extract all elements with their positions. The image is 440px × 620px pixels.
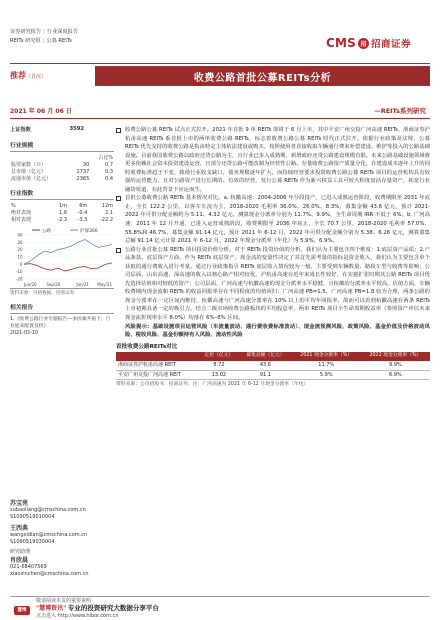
table-cell: 91.1 [239,370,291,380]
date-divider [10,118,430,119]
rating-note: （首次） [26,74,47,80]
assistant-email[interactable]: xiaoxinchen@cmschina.com.cn [10,571,89,577]
table-cell: 12m [101,202,113,209]
table-row [10,175,114,182]
table-cell: -22.2 [100,216,113,223]
table-cell: -0.4 [77,209,88,216]
perf-table [10,202,114,223]
paragraph [116,194,430,245]
chart-source: 资料来源：贝格数据、招商证券 [10,288,114,296]
header-divider [10,63,430,64]
risk-label: 风险提示： [125,323,153,330]
footer-site-label: 点击进入 [36,613,57,619]
paragraph-text: 收费公路公募 REITs 试点正式拉开。2021 年首批 9 单 REITs 即将于 6 月上市，其中平安广州交投广河高速 REITs、浙商证券沪杭甬高速 REITs 系首批上市的两单收费公路 REITs，标志着收费公路公募 REITs 时代正式拉开。依据行业政策及法规，公募 REITs 优先支持的收费公路是指由特定主体依法建设或购买，按照使用者直接收取车辆通行费来补偿建设、维护等投入的公路基础设施。目前我国收费公路以政府还贷公路为主，且行业已步入成熟期，新增政府还贷公路建设规模有限。未来公路基础设施领域将更多依赖社会资本投资建设运营，且部分还贷公路可能改制为经营性公路。存量收费公路资产质量分化，在建设成本逐年上升的同时收费标准趋于不变，致使行业收支缺口，债务规模逐年扩大，而持续经营要求投资收费公路公募 REITs 项目的运营机构具有较强的运营能力、且对公路资产进行长期的、有效的经营，发行公募 REITs 作为新兴权益工具可较大程度盘活存量资产，拓宽行业融资渠道，在此背景下应运而生。 [125,127,430,193]
table-cell: 1.6 [59,209,68,216]
index-chart-svg [10,226,114,288]
table-row [10,202,114,209]
table-row [116,370,430,380]
series-line [24,239,112,264]
table-cell: 9.9% [361,361,430,370]
title-band [95,66,430,86]
table-cell: 1m [59,202,68,209]
paragraph [116,246,430,323]
table-cell: -3.3 [77,216,88,223]
sector-name: 公募 REITs [46,38,72,44]
table-row [10,209,114,216]
footer [36,598,159,620]
report-date: 2021 年 06 月 06 日 [10,108,72,115]
y-tick-label: 30 [17,239,23,245]
assistant-name: 肖欣晨 [10,557,29,564]
footer-divider [10,596,430,597]
related-report-date: 2021-03-10 [10,331,38,337]
table-cell: 相对表现 [11,217,32,223]
table-cell: 6m [79,202,88,209]
author-id: S1090519010004 [10,514,55,520]
report-type: 证券研究报告 [10,29,42,35]
table-cell: 30 [82,161,90,168]
footer-brand: "慧博资讯" [36,605,67,612]
checkbox-bullet-icon [116,196,121,201]
table-row [10,216,114,223]
table-cell: -2.3 [57,216,68,223]
scale-title: 行业规模 [10,134,114,152]
table-cell: 8.72 [199,361,240,370]
table-title: 首批收费公路REITs对比 [116,343,178,350]
y-tick-label: 0 [19,261,23,267]
index-row [10,124,114,134]
logo-seal-icon: 招 [358,38,369,49]
checkbox-bullet-icon [116,128,121,133]
y-tick-label: 20 [17,247,23,253]
table-cell: 0.4 [105,175,113,182]
table-cell: 5.9% [292,370,361,380]
paragraph [116,126,430,194]
table-cell: % [11,202,16,209]
series-line [24,263,112,271]
table-header: 2021 现金分派率（%） [292,352,361,361]
report-category: 证券研究报告 | 行业深度报告 REITs 研究组 | 公募 REITs [10,29,79,44]
footer-site-link[interactable]: http://www.hibor.com.cn [57,613,119,619]
risk-paragraph [116,323,430,340]
author-email[interactable]: wangxidian@cmschina.com.cn [10,532,88,538]
scale-table [10,154,114,182]
table-cell: 平安广州交投广河高速 REIT [116,370,199,380]
x-tick-label: Sep/20 [46,282,61,287]
table-cell: 股票家数（只） [11,162,47,168]
rating [10,70,46,81]
perf-title: 行业指数 [10,182,114,200]
y-tick-label: -10 [15,269,23,275]
author-name: 王西典 [10,525,29,532]
rating-value: 推荐 [10,71,26,80]
research-group: REITs 研究组 [10,38,41,44]
table-cell: 绝对表现 [11,210,32,216]
table-cell: 0.7 [105,161,113,168]
table-header [116,352,199,361]
author-name: 苏宝亮 [10,500,29,507]
table-cell: 总市值（亿元） [11,169,47,175]
sidebar [10,124,114,338]
table-header: 2022 现金分派率（%） [361,352,430,361]
table-cell: 0.3 [105,168,113,175]
legend-label: 公路 [42,229,51,234]
footer-slogan: 专业的投资研究大数据分享平台 [67,604,159,612]
x-tick-label: Jan/21 [76,282,89,287]
report-body [116,126,430,390]
comparison-table [116,352,430,380]
paragraph-text: 首批公募收费公路 REITs 基本情况对比。a. 杭徽高速：2004-2006 年分段投产，已进入成熟运营阶段，收费期限至 2031 年底止，全长 122.2 公里，以客车车流为主，2018-2020 毛利率 36.0%、26.0%、8.3%，募集金额 43.6 亿元，预计 2021-2022 年可供分配金额约为 5.11、4.32 亿元，测算现金分派率分别为 11.7%、9.9%，全生命周期 IRR 不低于 6%。b. 广河高速：2011 年 12 月开通，已进入运营成熟阶段，收费期限至 2036 年底止，全长 70.7 公里，2018-2020 毛利率 57.0%、55.8%和 46.7%，募集金额 91.14 亿元，预计 2021 年 6-12 月、2022 年可供分配金额分别为 5.38、6.26 亿元，测算募集总额 91.14 亿元计算 2021 年 6-12 月、2022 年现金分派率（年化）为 5.9%、6.9%。 [125,195,430,245]
y-tick-label: 10 [17,254,23,260]
index-name: 上证指数 [10,126,31,133]
scale-header: 占比% [98,155,113,161]
report-series: —REITs系列研究 [374,107,426,115]
author-email[interactable]: subaoliang@cmschina.com.cn [10,507,86,513]
author-id: S1090519030004 [10,539,55,545]
assistant-role: 研究助理 [10,549,31,555]
related-title: 相关报告 [10,296,114,314]
cms-logo [326,36,411,50]
table-row [10,161,114,168]
table-cell: 流通市值（亿元） [11,176,52,182]
logo-cn: 招商证券 [371,39,412,50]
footer-note: 敬请阅读末页的重要说明 [36,598,92,604]
y-tick-label: -20 [15,276,23,282]
table-header-row [116,352,430,361]
checkbox-bullet-icon [116,248,121,253]
legend-label: 沪深300 [80,229,98,234]
table-source: 资料来源：公司招股书、招商证券。注：广河高速为 2021 年 6-12 月现金分派率（年化） [116,382,309,388]
table-cell: 11.7% [292,361,361,370]
report-title: 收费公路首批公募REITs分析 [193,72,332,84]
risk-text: 基础设施项目运营风险（车流量波动、通行费收费标准波动）、现金流预测风险、政策风险、基金价值及价格波动风险、税收风险、基金份额持有人风险、流动性风险 [125,323,430,339]
related-reports [10,316,114,338]
table-cell: 2365 [76,175,90,182]
table-cell: 2.1 [105,209,113,216]
table-cell: 43.6 [239,361,291,370]
table-row [10,168,114,175]
table-row [10,154,114,161]
table-row [116,361,430,370]
x-tick-label: May/21 [97,282,112,287]
paragraph-text: 公路行业首批公募 REITs 项目投资价值分析。对于 REITs 投资价值的分析，我们认为主要包含四个维度：1.底层资产品质；2.产品条款、底层资产方面，作为 REITs 底层资产，现金流的变量性决定了其首先需考量的指标是资金收入，我们认为主要包含单个获取的通行费收入进行考量。通过行业政策指引 REITs 底层收入情况较为一般，主要受到车辆数量、路段车型与收费等影响；公司层面，山东高速、深高速的收入以核心路产相对较优，沪杭甬高速在近年来成长性较好，在实施扩张时期其公路 REITs 项目优先选择估值相对较低的资产；公司层面，广河高速与杭徽高速的现金分派率水平稳健，且杭徽的分派率水平较高。估值方面，车辆收费期内现金流和 REITs 的收益回报率存在不同程度的均值回归；广河高速 PB=1.5，广河高速 PB=1.8 较为合理，两条公路的现金分派率在一定区间内维持，杭徽高速与广河高速分派率在 10% 以上的平均年回报率，故而可以看到杭徽高速在两条 REITs 上市初期具备一定的吸引力，结合二级市场收费公路板块的平均股息率，两单 REITs 项目全生命周期收益率（参照资产评估未来现金流折现率水平 8.0%）均落在 6%–8% 区间。 [125,246,430,322]
table-cell: 2737 [76,168,90,175]
assistant-phone: 021-68407569 [10,564,47,570]
table-cell: 浙商证券沪杭甬高速 REIT [116,361,199,370]
table-cell: 6.9% [361,370,430,380]
index-chart [10,226,114,288]
table-header: 募集总额（亿元） [239,352,291,361]
y-tick-label: 40 [17,232,23,238]
logo-en: CMS [326,36,356,50]
table-cell: 13.02 [199,370,240,380]
hibor-logo-icon: 慧博 [14,606,30,615]
related-report-item[interactable]: 1.《收费公路行业专题报告—多因素共振下，行业迎来配置良机》 [10,317,111,330]
table-header: 定价（亿元） [199,352,240,361]
x-tick-label: Jun/20 [24,282,37,287]
report-subtype: 行业深度报告 [46,29,79,35]
index-value: 3592 [69,126,84,132]
authors [10,496,114,578]
